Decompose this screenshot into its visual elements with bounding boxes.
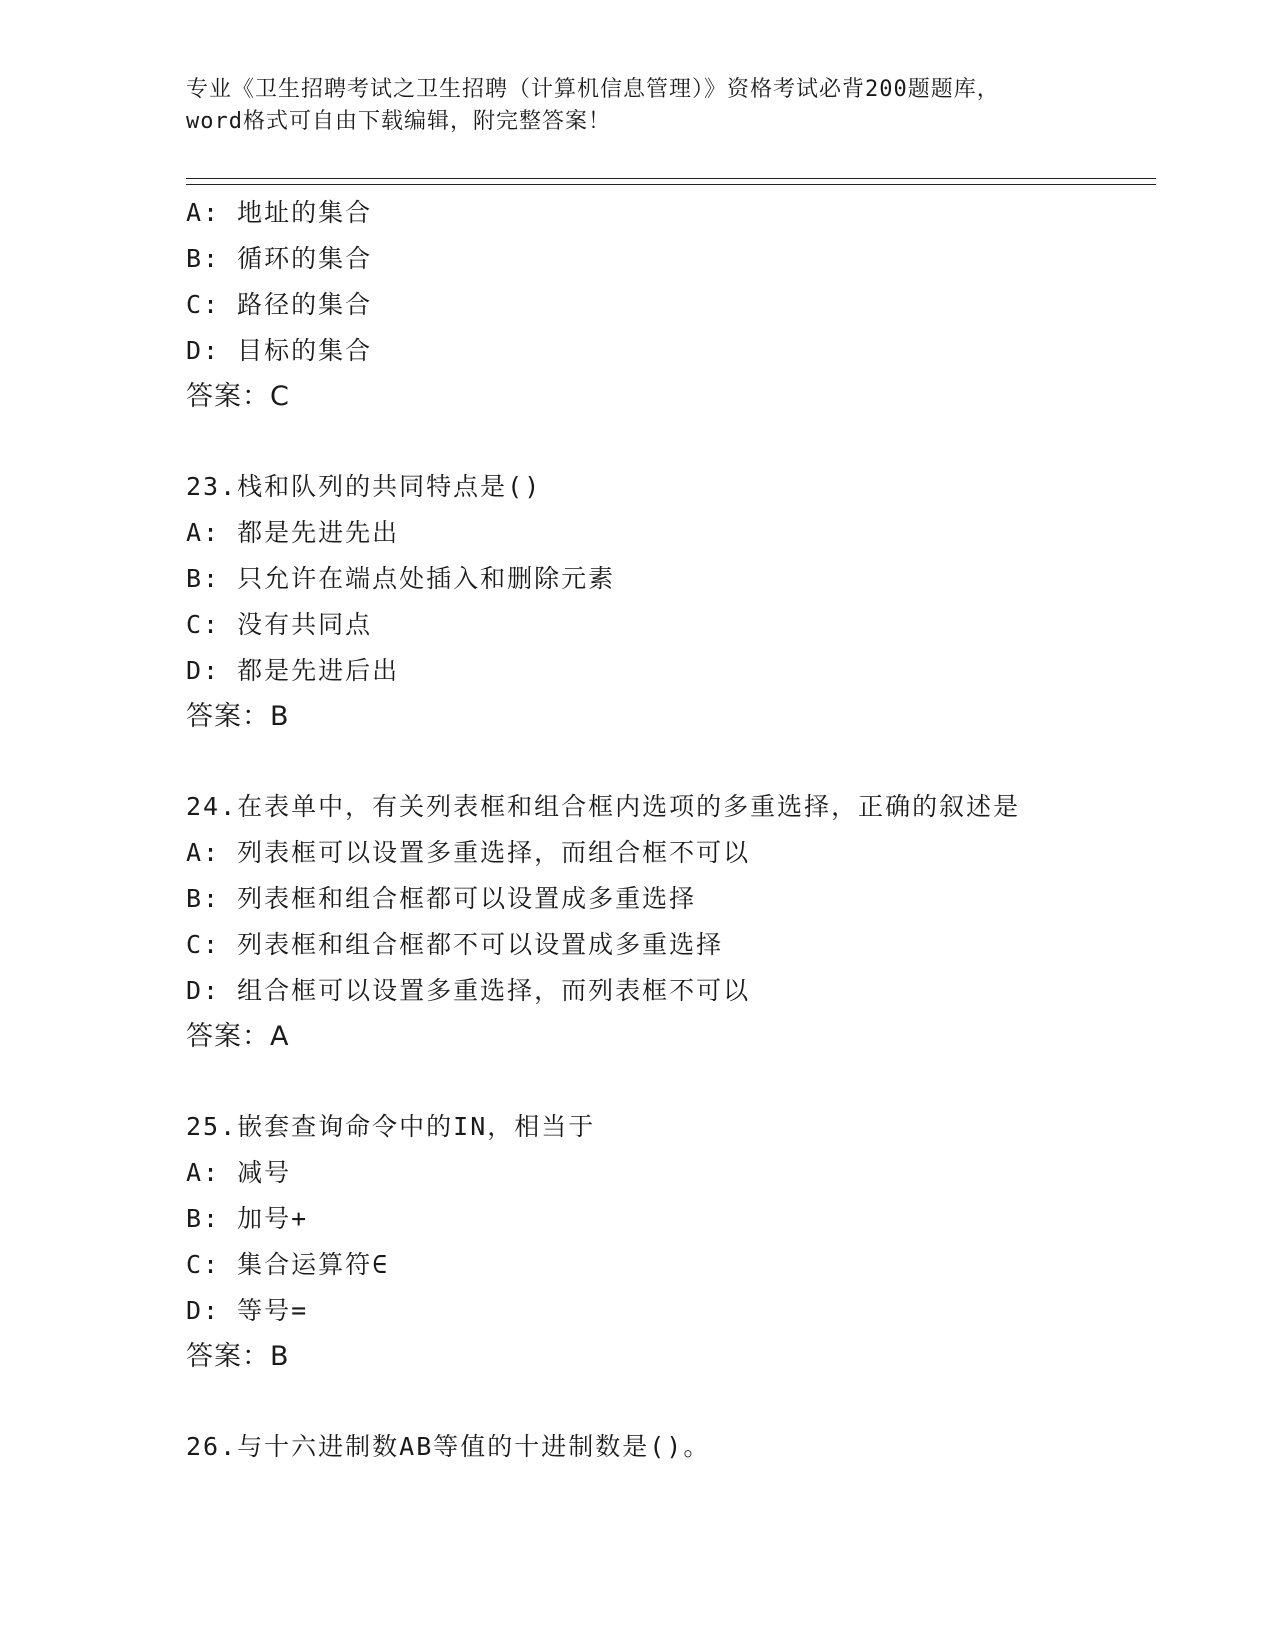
option-text: 集合运算符∈: [237, 1250, 390, 1279]
header-line-1: 专业《卫生招聘考试之卫生招聘（计算机信息管理）》资格考试必背200题题库，: [186, 77, 1000, 102]
question-23-block: [186, 464, 1186, 740]
option-text: 等号=: [237, 1296, 309, 1325]
question-list: [186, 190, 1186, 1470]
option-b: [186, 556, 1186, 602]
option-d: [186, 328, 1186, 374]
option-label: D:: [186, 336, 221, 365]
option-b: [186, 1196, 1186, 1242]
option-label: B:: [186, 1204, 221, 1233]
option-label: C:: [186, 930, 221, 959]
answer: 答案：B: [186, 1341, 290, 1372]
option-b: [186, 876, 1186, 922]
option-label: B:: [186, 244, 221, 273]
option-b: [186, 236, 1186, 282]
question-text: 26.与十六进制数AB等值的十进制数是()。: [186, 1432, 711, 1461]
answer: 答案：B: [186, 701, 290, 732]
option-text: 列表框和组合框都不可以设置成多重选择: [237, 930, 724, 959]
answer: 答案：C: [186, 381, 290, 412]
option-a: [186, 510, 1186, 556]
answer: 答案：A: [186, 1021, 290, 1052]
header-line-2: word格式可自由下载编辑，附完整答案！: [186, 109, 611, 134]
question-24-block: [186, 784, 1186, 1060]
header-rule-top: [186, 178, 1156, 179]
option-text: 地址的集合: [237, 198, 373, 227]
option-text: 列表框可以设置多重选择，而组合框不可以: [237, 838, 751, 867]
option-label: C:: [186, 290, 221, 319]
option-a: [186, 830, 1186, 876]
option-label: A:: [186, 1158, 221, 1187]
option-label: B:: [186, 564, 221, 593]
option-text: 都是先进后出: [237, 656, 400, 685]
option-a: [186, 190, 1186, 236]
question-22-block: [186, 190, 1186, 420]
option-text: 路径的集合: [237, 290, 373, 319]
option-d: [186, 1288, 1186, 1334]
document-header: [186, 74, 1086, 138]
option-c: [186, 922, 1186, 968]
option-label: A:: [186, 838, 221, 867]
option-label: B:: [186, 884, 221, 913]
header-rule-bottom: [186, 184, 1156, 185]
option-text: 只允许在端点处插入和删除元素: [237, 564, 616, 593]
option-d: [186, 968, 1186, 1014]
option-text: 都是先进先出: [237, 518, 400, 547]
option-text: 循环的集合: [237, 244, 373, 273]
option-c: [186, 282, 1186, 328]
option-label: A:: [186, 518, 221, 547]
option-text: 减号: [237, 1158, 292, 1187]
question-25-block: [186, 1104, 1186, 1380]
question-text: 24.在表单中，有关列表框和组合框内选项的多重选择，正确的叙述是: [186, 792, 1021, 821]
question-text: 25.嵌套查询命令中的IN，相当于: [186, 1112, 596, 1141]
option-label: A:: [186, 198, 221, 227]
option-label: C:: [186, 610, 221, 639]
option-label: D:: [186, 976, 221, 1005]
option-label: C:: [186, 1250, 221, 1279]
option-text: 没有共同点: [237, 610, 373, 639]
option-label: D:: [186, 1296, 221, 1325]
option-text: 组合框可以设置多重选择，而列表框不可以: [237, 976, 751, 1005]
option-text: 目标的集合: [237, 336, 373, 365]
option-label: D:: [186, 656, 221, 685]
option-text: 列表框和组合框都可以设置成多重选择: [237, 884, 697, 913]
option-text: 加号+: [237, 1204, 309, 1233]
option-c: [186, 602, 1186, 648]
question-text: 23.栈和队列的共同特点是(): [186, 472, 542, 501]
option-d: [186, 648, 1186, 694]
option-c: [186, 1242, 1186, 1288]
option-a: [186, 1150, 1186, 1196]
question-26-block: [186, 1424, 1186, 1470]
